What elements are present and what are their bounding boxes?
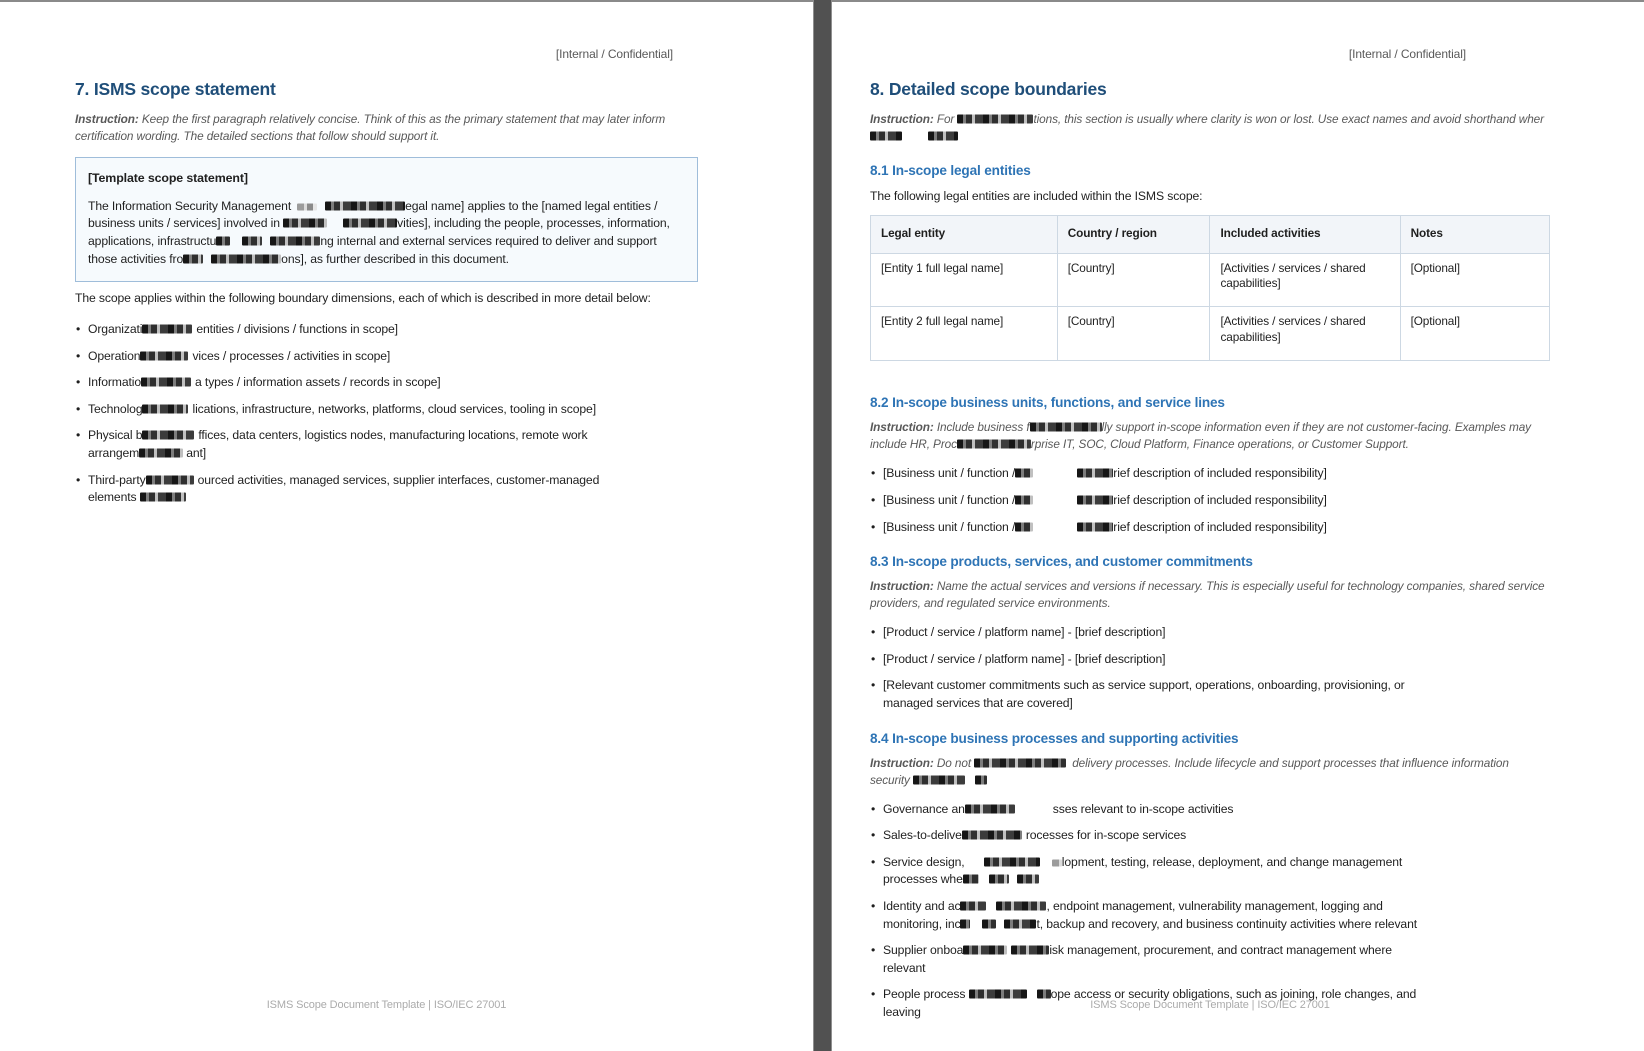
table-cell: [Country] [1057, 253, 1210, 307]
column-header: Country / region [1057, 215, 1210, 253]
redacted-text [870, 132, 902, 141]
redacted-text [960, 902, 986, 911]
list-item: • Third-party ourced activities, managed services, supplier interfaces, customer-managed elements [75, 472, 698, 507]
legal-entities-table [870, 215, 1550, 362]
instruction-label: Instruction: [870, 112, 934, 127]
redacted-text [139, 448, 183, 457]
products-services-list [870, 624, 1550, 712]
table-cell: [Entity 1 full legal name] [871, 253, 1058, 307]
spacer [317, 209, 325, 210]
redacted-text [343, 219, 397, 228]
redacted-text [1015, 522, 1033, 531]
list-item: • Sales-to-delive rocesses for in-scope services [870, 827, 1550, 845]
redacted-text [325, 201, 405, 210]
section-8-4-instruction: Instruction: Do not delivery processes. Include lifecycle and support processes that influence information security [870, 755, 1509, 787]
spacer [262, 244, 270, 245]
template-scope-statement-box [75, 157, 698, 282]
list-item: • Informatio a types / information assets / records in scope] [75, 374, 698, 392]
page-7 [0, 2, 813, 1051]
table-cell: [Country] [1057, 307, 1210, 361]
section-8-2-instruction: Instruction: Include business f lly support in-scope information even if they are not customer-facing. Examples may include HR, Proc rprise IT, SOC, Cloud Platform, Finance operations, or Customer Support. [870, 420, 1531, 452]
redacted-text [957, 440, 1031, 449]
list-item: • [Relevant customer commitments such as service support, operations, onboarding, provisioning, or managed services that are covered] [870, 677, 1550, 712]
table-cell: [Activities / services / shared capabilities] [1210, 307, 1400, 361]
section-8-1-heading: 8.1 In-scope legal entities [870, 163, 1031, 179]
redacted-text [146, 475, 194, 484]
list-item: • Governance an sses relevant to in-scope activities [870, 801, 1550, 819]
redacted-text [957, 115, 1033, 124]
redacted-text [142, 404, 188, 413]
table-cell: [Entity 2 full legal name] [871, 307, 1058, 361]
column-header: Legal entity [871, 215, 1058, 253]
section-7-heading: 7. ISMS scope statement [75, 78, 276, 99]
boundary-dimension-list [75, 321, 698, 507]
spacer [965, 783, 975, 784]
spacer [902, 139, 928, 140]
spacer [203, 262, 211, 263]
column-header: Notes [1400, 215, 1549, 253]
redacted-text [1030, 423, 1102, 432]
redacted-text [984, 857, 1040, 866]
redacted-text [1077, 495, 1113, 504]
section-8-3-heading: 8.3 In-scope products, services, and customer commitments [870, 554, 1253, 570]
column-header: Included activities [1210, 215, 1400, 253]
business-processes-list [870, 801, 1550, 1022]
redacted-text [183, 254, 203, 263]
list-item: • [Business unit / function / rief description of included responsibility] [870, 519, 1550, 537]
table-row [871, 307, 1550, 361]
legal-entities-lead: The following legal entities are included within the ISMS scope: [870, 188, 1203, 203]
list-item: • Technolog lications, infrastructure, networks, platforms, cloud services, tooling in scope] [75, 401, 698, 419]
spacer [979, 882, 989, 883]
section-8-4-heading: 8.4 In-scope business processes and supporting activities [870, 730, 1239, 746]
section-7-instruction: Instruction: Keep the first paragraph relatively concise. Think of this as the primary statement that may later inform certification wording. The detailed sections that follow should support it. [75, 112, 666, 144]
page-footer-left: ISMS Scope Document Template | ISO/IEC 27001 [266, 998, 507, 1011]
redacted-text [963, 875, 979, 884]
spacer [1033, 530, 1077, 531]
redacted-text [1015, 495, 1033, 504]
section-8-instruction: Instruction: For tions, this section is usually where clarity is won or lost. Use exact names and avoid shorthand wher [870, 111, 1550, 145]
spacer [968, 865, 984, 866]
table-cell: [Activities / services / shared capabilities] [1210, 253, 1400, 307]
spacer [188, 412, 192, 413]
redacted-text [141, 378, 191, 387]
list-item: • People process ope access or security obligations, such as joining, role changes, and leaving [870, 986, 1550, 1021]
spacer [1040, 865, 1052, 866]
list-item: • Operation vices / processes / activities in scope] [75, 348, 698, 366]
template-box-paragraph: The Information Security Management egal name] applies to the [named legal entities / business units / services] involved in vities], including the people, processes, information, applications, infrastructu ng internal and external services required to deliver and support those activities fro ons], as further described in this document. [88, 198, 670, 266]
table-cell: [Optional] [1400, 307, 1549, 361]
section-8-3-instruction: Instruction: Name the actual services and versions if necessary. This is especially useful for technology companies, shared service providers, and regulated service environments. [870, 579, 1545, 611]
instruction-label: Instruction: [870, 420, 934, 435]
spacer [191, 385, 195, 386]
scope-boundaries-paragraph: The scope applies within the following boundary dimensions, each of which is described in more detail below: [75, 291, 651, 306]
redacted-text [297, 203, 317, 210]
table-cell: [Optional] [1400, 253, 1549, 307]
confidential-label: [Internal / Confidential] [1348, 47, 1466, 61]
redacted-text [1015, 469, 1033, 478]
list-item: • Organizati entities / divisions / functions in scope] [75, 321, 698, 339]
redacted-text [989, 875, 1009, 884]
spacer [327, 226, 343, 227]
redacted-text [960, 919, 970, 928]
redacted-text [1004, 919, 1036, 928]
list-item: • [Product / service / platform name] - [brief description] [870, 651, 1550, 669]
redacted-text [211, 254, 281, 263]
list-item: • [Business unit / function / rief description of included responsibility] [870, 465, 1550, 483]
instruction-label: Instruction: [75, 112, 139, 127]
redacted-text [242, 236, 262, 245]
redacted-text [974, 758, 1066, 767]
spacer [986, 909, 996, 910]
business-units-list [870, 465, 1550, 536]
list-item: • Supplier onboa isk management, procurement, and contract management where relevant [870, 942, 1550, 977]
page-8 [832, 2, 1644, 1051]
redacted-text [962, 831, 1022, 840]
spacer [1033, 503, 1077, 504]
spacer [194, 483, 198, 484]
redacted-text [913, 775, 965, 784]
table-header-row [871, 215, 1550, 253]
redacted-text [928, 132, 958, 141]
redacted-text [270, 236, 320, 245]
list-item: • Identity and ac , endpoint management, vulnerability management, logging and monitoring, inc t, backup and recovery, and business continuity activities where relevant [870, 898, 1550, 933]
spacer [230, 244, 242, 245]
list-item: • [Product / service / platform name] - [brief description] [870, 624, 1550, 642]
redacted-text [975, 775, 987, 784]
redacted-text [996, 902, 1046, 911]
spacer [192, 332, 196, 333]
instruction-label: Instruction: [870, 579, 934, 594]
redacted-text [1052, 859, 1062, 866]
redacted-text [1077, 522, 1113, 531]
spacer [194, 438, 198, 439]
redacted-text [1017, 875, 1039, 884]
template-box-title: [Template scope statement] [88, 171, 248, 186]
redacted-text [140, 351, 188, 360]
redacted-text [965, 804, 1015, 813]
spacer [1015, 812, 1053, 813]
redacted-text [283, 219, 327, 228]
list-item: • [Business unit / function / rief description of included responsibility] [870, 492, 1550, 510]
spacer [188, 359, 192, 360]
spacer [183, 456, 186, 457]
redacted-text [216, 236, 230, 245]
redacted-text [142, 431, 194, 440]
list-item: • Service design, lopment, testing, release, deployment, and change management processes whe [870, 854, 1550, 889]
table-row [871, 253, 1550, 307]
spacer [1009, 882, 1017, 883]
redacted-text [142, 325, 192, 334]
confidential-label: [Internal / Confidential] [555, 47, 673, 61]
redacted-text [963, 946, 1007, 955]
instruction-label: Instruction: [870, 755, 934, 770]
section-8-2-heading: 8.2 In-scope business units, functions, and service lines [870, 395, 1225, 411]
redacted-text [1077, 469, 1113, 478]
redacted-text [982, 919, 996, 928]
page-footer-right: ISMS Scope Document Template | ISO/IEC 27001 [1090, 998, 1330, 1011]
spacer [1066, 766, 1072, 767]
page-separator [813, 0, 832, 1051]
section-8-heading: 8. Detailed scope boundaries [870, 78, 1107, 99]
spacer [996, 927, 1004, 928]
redacted-text [140, 493, 186, 502]
spacer [970, 927, 982, 928]
spacer [1033, 476, 1077, 477]
spacer [1022, 838, 1026, 839]
list-item: • Physical b ffices, data centers, logistics nodes, manufacturing locations, remote work arrangem ant] [75, 427, 698, 462]
redacted-text [1011, 946, 1049, 955]
